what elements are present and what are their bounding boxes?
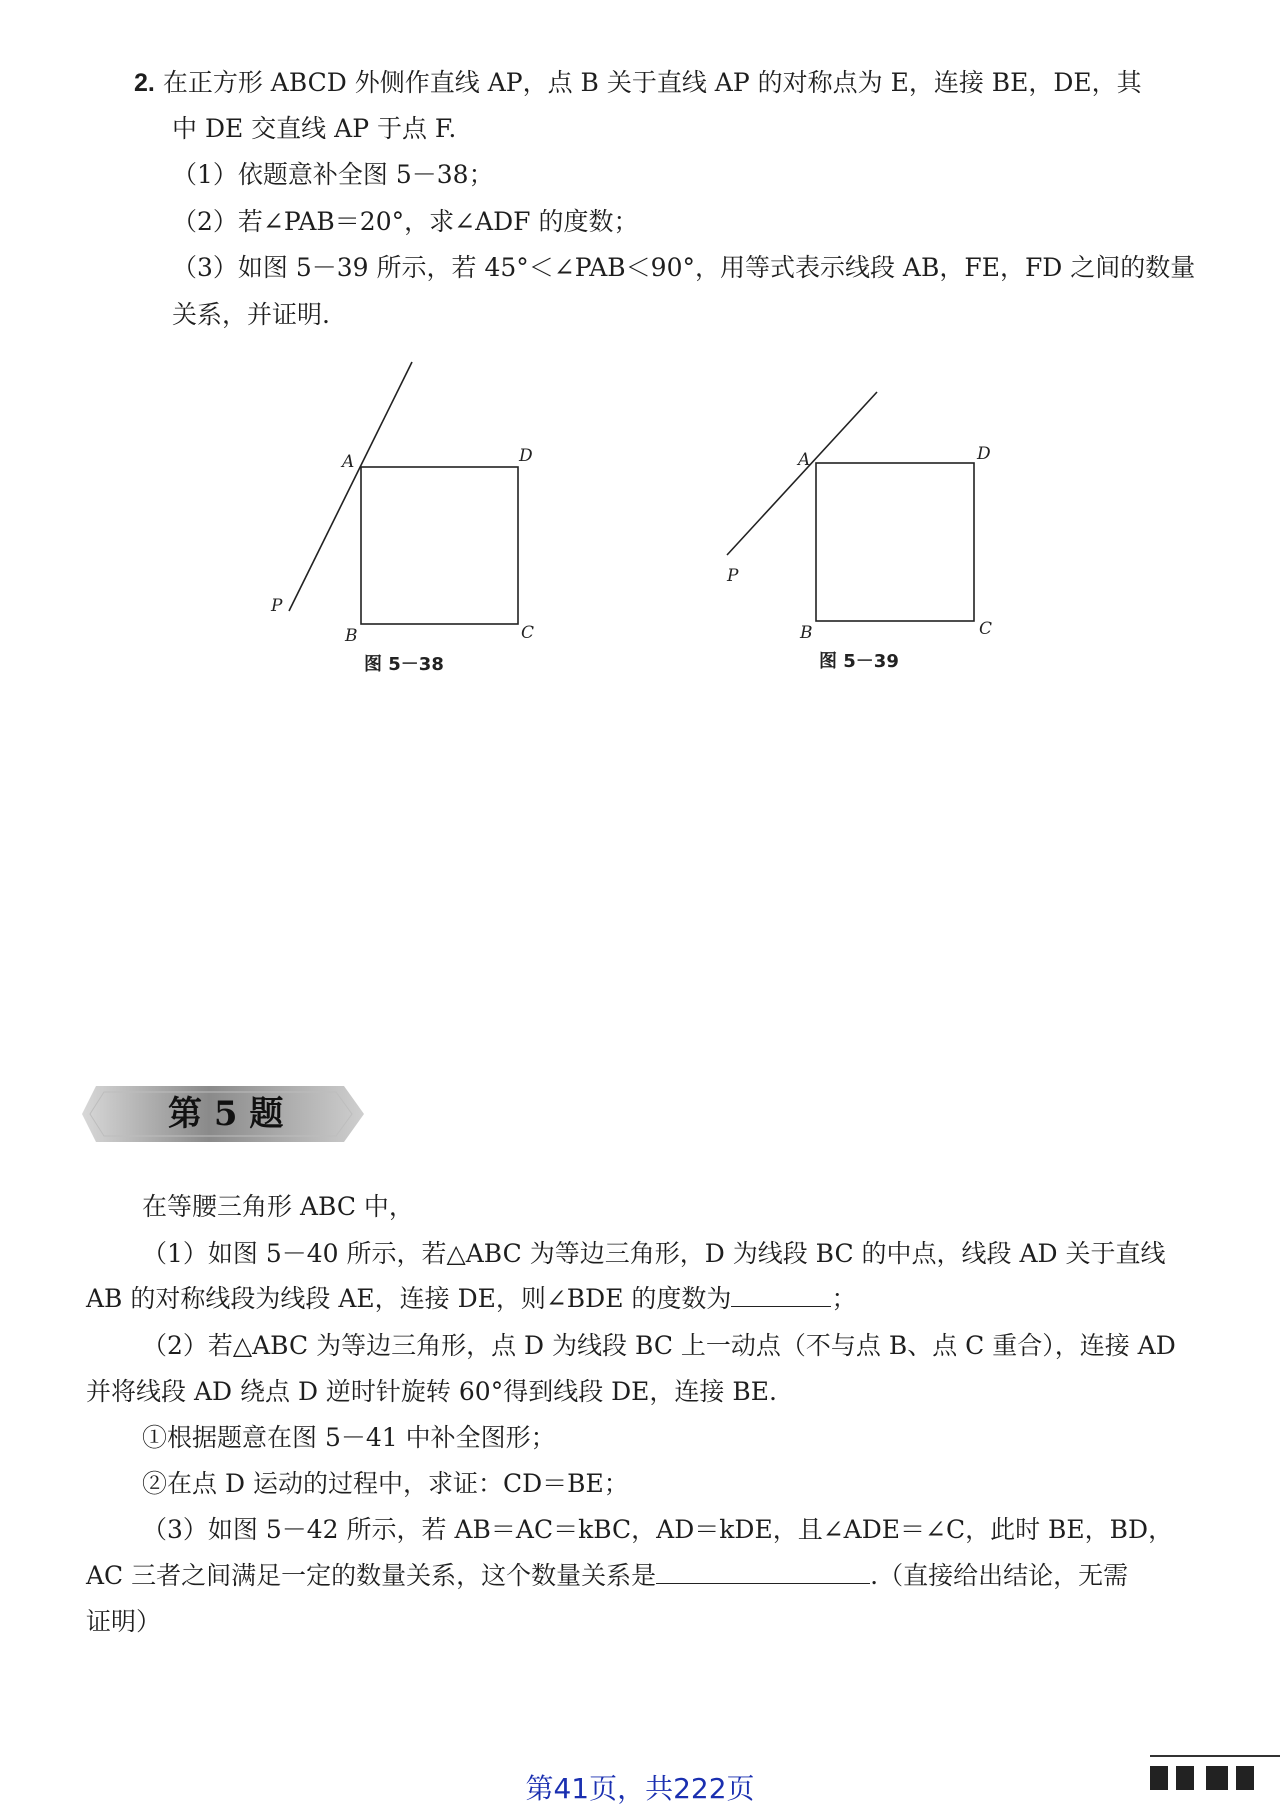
problem-5-part-1b (86, 1284, 856, 1314)
label-a: A (798, 450, 811, 470)
problem-5-part-3b-end: .（直接给出结论，无需 (870, 1561, 1129, 1590)
problem-number: 2. (134, 69, 155, 97)
answer-blank-2[interactable] (656, 1582, 870, 1584)
problem-5-part-2b: 并将线段 AD 绕点 D 逆时针旋转 60°得到线段 DE，连接 BE. (86, 1377, 777, 1406)
geometry-figures (0, 0, 1280, 700)
problem-5-part-1a: （1）如图 5－40 所示，若△ABC 为等边三角形，D 为线段 BC 的中点，线段 AD 关于直线 (142, 1239, 1166, 1268)
label-d: D (977, 444, 991, 464)
section-title: 第 5 题 (168, 1094, 284, 1134)
problem-5-part-3b (86, 1561, 1128, 1591)
line-ap (727, 392, 877, 555)
problem-5-part-3c: 证明） (86, 1607, 162, 1636)
page-indicator: 第41页，共222页 (525, 1772, 755, 1805)
problem-5-part-1b-text: AB 的对称线段为线段 AE，连接 DE，则∠BDE 的度数为 (86, 1284, 732, 1313)
label-b: B (800, 623, 813, 643)
problem-5-part-3b-text: AC 三者之间满足一定的数量关系，这个数量关系是 (86, 1561, 657, 1590)
line-ap (289, 362, 412, 611)
label-d: D (519, 446, 533, 466)
problem-5-intro: 在等腰三角形 ABC 中， (142, 1192, 414, 1221)
caption-5-38: 图 5－38 (364, 654, 444, 675)
figure-5-39 (726, 392, 992, 672)
problem-2-part-3a: （3）如图 5－39 所示，若 45°＜∠PAB＜90°，用等式表示线段 AB，FE，FD 之间的数量 (172, 253, 1196, 282)
square-abcd (816, 463, 974, 621)
problem-5-part-1b-end: ； (831, 1284, 857, 1313)
problem-5-part-2d: ②在点 D 运动的过程中，求证：CD＝BE； (142, 1469, 629, 1498)
problem-2-part-3b: 关系，并证明. (172, 300, 330, 329)
problem-5-part-2c: ①根据题意在图 5－41 中补全图形； (142, 1423, 556, 1452)
corner-marks (1150, 1752, 1280, 1792)
label-a: A (342, 452, 355, 472)
label-b: B (345, 626, 358, 646)
answer-blank-1[interactable] (731, 1305, 831, 1307)
label-c: C (979, 619, 993, 639)
caption-5-39: 图 5－39 (819, 651, 899, 672)
problem-2-text-1: 在正方形 ABCD 外侧作直线 AP，点 B 关于直线 AP 的对称点为 E，连接 BE，DE，其 (162, 68, 1142, 97)
problem-2-part-1: （1）依题意补全图 5－38； (172, 160, 494, 189)
label-p: P (727, 566, 739, 586)
label-p: P (271, 596, 283, 616)
problem-2-line-2: 中 DE 交直线 AP 于点 F. (172, 114, 457, 143)
square-abcd (361, 467, 518, 624)
figure-5-38 (270, 362, 534, 675)
problem-5-part-3a: （3）如图 5－42 所示，若 AB＝AC＝kBC，AD＝kDE，且∠ADE＝∠C，此时 BE，BD， (142, 1515, 1174, 1544)
label-c: C (521, 623, 535, 643)
problem-5-part-2a: （2）若△ABC 为等边三角形，点 D 为线段 BC 上一动点（不与点 B、点 C 重合），连接 AD (142, 1331, 1176, 1360)
problem-2-part-2: （2）若∠PAB＝20°，求∠ADF 的度数； (172, 207, 639, 236)
